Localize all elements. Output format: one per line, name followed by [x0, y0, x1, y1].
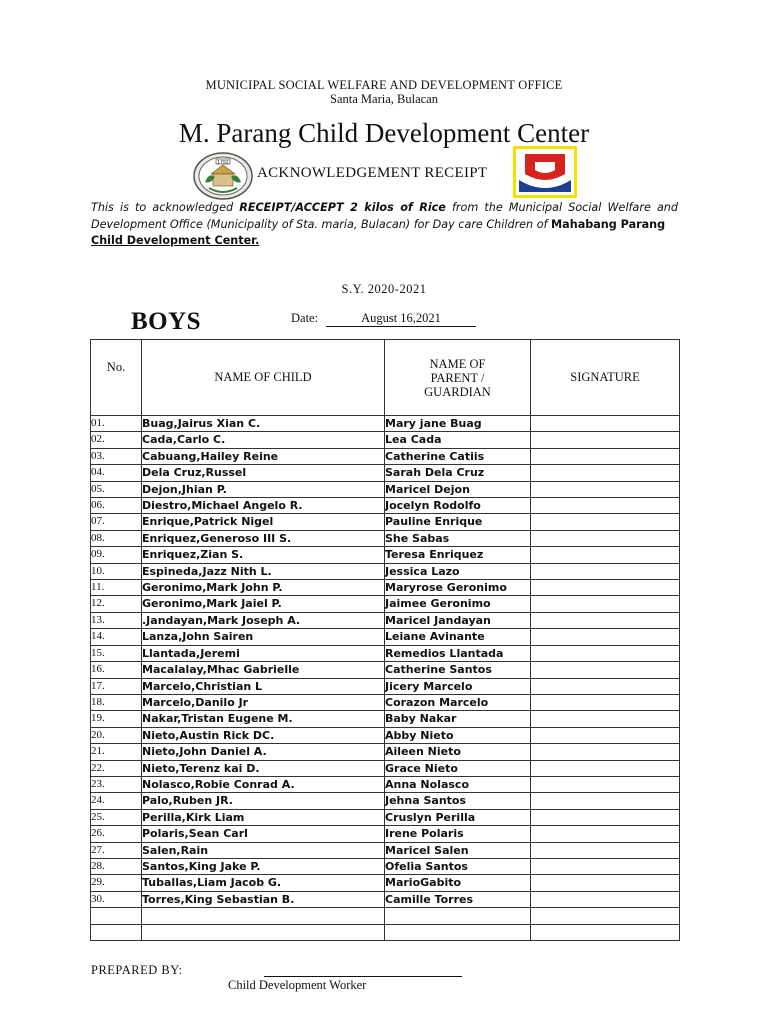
signature-cell[interactable] [531, 924, 680, 940]
signature-cell[interactable] [531, 793, 680, 809]
row-number: 03. [91, 448, 142, 464]
school-year: S.Y. 2020-2021 [341, 282, 427, 296]
signature-cell[interactable] [531, 694, 680, 710]
parent-name: Teresa Enriquez [385, 547, 531, 563]
worker-role: Child Development Worker [228, 978, 367, 992]
row-number: 12. [91, 596, 142, 612]
signature-cell[interactable] [531, 629, 680, 645]
parent-name: Pauline Enrique [385, 514, 531, 530]
table-row [91, 744, 680, 760]
parent-name: Leiane Avinante [385, 629, 531, 645]
parent-name [385, 924, 531, 940]
office-name: MUNICIPAL SOCIAL WELFARE AND DEVELOPMENT OFFICE [205, 78, 563, 92]
parent-name: Maryrose Geronimo [385, 580, 531, 596]
signature-cell[interactable] [531, 826, 680, 842]
parent-name: Jaimee Geronimo [385, 596, 531, 612]
row-number: 02. [91, 432, 142, 448]
signature-cell[interactable] [531, 760, 680, 776]
row-number: 17. [91, 678, 142, 694]
parent-name: Maricel Jandayan [385, 612, 531, 628]
parent-name: Cruslyn Perilla [385, 809, 531, 825]
child-name: Enrique,Patrick Nigel [142, 514, 385, 530]
child-name: Geronimo,Mark Jaiel P. [142, 596, 385, 612]
signature-cell[interactable] [531, 858, 680, 874]
signature-cell[interactable] [531, 711, 680, 727]
row-number: 24. [91, 793, 142, 809]
acknowledgement-paragraph: This is to acknowledged RECEIPT/ACCEPT 2 kilos of Rice from the Municipal Social Welfare and Development Office (Municipality of Sta. maria, Bulacan) for Day care Children of Mahabang Parang Child Development Center. [91, 201, 678, 247]
parent-name: MarioGabito [385, 875, 531, 891]
parent-name: Maricel Salen [385, 842, 531, 858]
column-header-signature: SIGNATURE [531, 340, 680, 416]
row-number: 22. [91, 760, 142, 776]
signature-cell[interactable] [531, 662, 680, 678]
table-row [91, 465, 680, 481]
table-row [91, 645, 680, 661]
child-name: Dejon,Jhian P. [142, 481, 385, 497]
signature-cell[interactable] [531, 448, 680, 464]
child-name: Torres,King Sebastian B. [142, 891, 385, 907]
parent-name: Aileen Nieto [385, 744, 531, 760]
row-number: 09. [91, 547, 142, 563]
signature-cell[interactable] [531, 727, 680, 743]
parent-name: Jessica Lazo [385, 563, 531, 579]
row-number: 13. [91, 612, 142, 628]
signature-cell[interactable] [531, 612, 680, 628]
child-name: Dela Cruz,Russel [142, 465, 385, 481]
row-number: 30. [91, 891, 142, 907]
table-row [91, 432, 680, 448]
signature-cell[interactable] [531, 416, 680, 432]
parent-name: Grace Nieto [385, 760, 531, 776]
parent-name: Catherine Catiis [385, 448, 531, 464]
table-row [91, 809, 680, 825]
signature-cell[interactable] [531, 580, 680, 596]
table-row [91, 711, 680, 727]
parent-name: Remedios Llantada [385, 645, 531, 661]
signature-cell[interactable] [531, 891, 680, 907]
roster-table [90, 339, 680, 941]
group-heading: BOYS [131, 308, 202, 335]
center-title: M. Parang Child Development Center [178, 118, 590, 148]
row-number: 14. [91, 629, 142, 645]
parent-name: Abby Nieto [385, 727, 531, 743]
row-number: 23. [91, 776, 142, 792]
table-row [91, 563, 680, 579]
table-row [91, 858, 680, 874]
child-name: Marcelo,Christian L [142, 678, 385, 694]
signature-cell[interactable] [531, 645, 680, 661]
child-name: Diestro,Michael Angelo R. [142, 498, 385, 514]
signature-cell[interactable] [531, 514, 680, 530]
child-name: Cabuang,Hailey Reine [142, 448, 385, 464]
child-name: Perilla,Kirk Liam [142, 809, 385, 825]
row-number: 29. [91, 875, 142, 891]
table-row [91, 612, 680, 628]
child-name: Macalalay,Mhac Gabrielle [142, 662, 385, 678]
dswd-logo [513, 146, 577, 198]
table-header-row [91, 340, 680, 416]
column-header-child: NAME OF CHILD [142, 340, 385, 416]
table-row [91, 908, 680, 924]
row-number: 10. [91, 563, 142, 579]
signature-cell[interactable] [531, 776, 680, 792]
table-row [91, 891, 680, 907]
child-name: Salen,Rain [142, 842, 385, 858]
parent-name: Lea Cada [385, 432, 531, 448]
child-name: Enriquez,Zian S. [142, 547, 385, 563]
column-header-no: No. [91, 340, 142, 416]
row-number: 01. [91, 416, 142, 432]
row-number: 11. [91, 580, 142, 596]
child-name: Polaris,Sean Carl [142, 826, 385, 842]
parent-name: Maricel Dejon [385, 481, 531, 497]
child-name: Nolasco,Robie Conrad A. [142, 776, 385, 792]
table-row [91, 924, 680, 940]
child-name: Tuballas,Liam Jacob G. [142, 875, 385, 891]
row-number: 04. [91, 465, 142, 481]
signature-cell[interactable] [531, 563, 680, 579]
table-row [91, 727, 680, 743]
parent-name: Jehna Santos [385, 793, 531, 809]
row-number: 05. [91, 481, 142, 497]
parent-name: Catherine Santos [385, 662, 531, 678]
child-name: .Jandayan,Mark Joseph A. [142, 612, 385, 628]
child-name: Palo,Ruben JR. [142, 793, 385, 809]
parent-name: Ofelia Santos [385, 858, 531, 874]
signature-cell[interactable] [531, 465, 680, 481]
table-row [91, 629, 680, 645]
parent-name: Jocelyn Rodolfo [385, 498, 531, 514]
parent-name: Baby Nakar [385, 711, 531, 727]
child-name: Espineda,Jazz Nith L. [142, 563, 385, 579]
row-number [91, 908, 142, 924]
row-number: 28. [91, 858, 142, 874]
signature-cell[interactable] [531, 530, 680, 546]
row-number: 16. [91, 662, 142, 678]
row-number: 06. [91, 498, 142, 514]
signature-cell[interactable] [531, 875, 680, 891]
table-row [91, 596, 680, 612]
row-number: 27. [91, 842, 142, 858]
child-name: Cada,Carlo C. [142, 432, 385, 448]
table-row [91, 678, 680, 694]
row-number: 07. [91, 514, 142, 530]
child-name: Santos,King Jake P. [142, 858, 385, 874]
date-label: Date: [291, 311, 319, 325]
parent-name: Camille Torres [385, 891, 531, 907]
signature-cell[interactable] [531, 498, 680, 514]
prepared-by-label: PREPARED BY: [91, 963, 183, 977]
table-row [91, 842, 680, 858]
date-value: August 16,2021 [326, 311, 476, 327]
child-name: Lanza,John Sairen [142, 629, 385, 645]
row-number: 26. [91, 826, 142, 842]
child-name: Enriquez,Generoso III S. [142, 530, 385, 546]
child-name [142, 908, 385, 924]
row-number: 08. [91, 530, 142, 546]
row-number: 21. [91, 744, 142, 760]
table-row [91, 448, 680, 464]
child-name: Nakar,Tristan Eugene M. [142, 711, 385, 727]
signature-cell[interactable] [531, 547, 680, 563]
child-name [142, 924, 385, 940]
child-name: Buag,Jairus Xian C. [142, 416, 385, 432]
signature-cell[interactable] [531, 908, 680, 924]
child-name: Marcelo,Danilo Jr [142, 694, 385, 710]
row-number: 20. [91, 727, 142, 743]
signature-cell[interactable] [531, 842, 680, 858]
parent-name: Jicery Marcelo [385, 678, 531, 694]
table-row [91, 760, 680, 776]
table-row [91, 481, 680, 497]
table-row [91, 694, 680, 710]
child-name: Nieto,Terenz kai D. [142, 760, 385, 776]
table-row [91, 416, 680, 432]
parent-name: Mary jane Buag [385, 416, 531, 432]
table-row [91, 514, 680, 530]
child-name: Llantada,Jeremi [142, 645, 385, 661]
table-row [91, 776, 680, 792]
row-number: 15. [91, 645, 142, 661]
parent-name: She Sabas [385, 530, 531, 546]
acknowledgement-title: ACKNOWLEDGEMENT RECEIPT [257, 165, 488, 181]
parent-name: Sarah Dela Cruz [385, 465, 531, 481]
parent-name: Irene Polaris [385, 826, 531, 842]
row-number: 18. [91, 694, 142, 710]
child-name: Nieto,Austin Rick DC. [142, 727, 385, 743]
office-location: Santa Maria, Bulacan [330, 92, 438, 106]
column-header-parent: NAME OF PARENT / GUARDIAN [385, 340, 531, 416]
row-number: 25. [91, 809, 142, 825]
signature-cell[interactable] [531, 809, 680, 825]
table-row [91, 530, 680, 546]
table-row [91, 580, 680, 596]
signature-cell[interactable] [531, 432, 680, 448]
child-name: Nieto,John Daniel A. [142, 744, 385, 760]
row-number [91, 924, 142, 940]
signature-cell[interactable] [531, 744, 680, 760]
table-row [91, 875, 680, 891]
parent-name: Corazon Marcelo [385, 694, 531, 710]
signature-cell[interactable] [531, 481, 680, 497]
row-number: 19. [91, 711, 142, 727]
table-row [91, 793, 680, 809]
parent-name [385, 908, 531, 924]
signature-cell[interactable] [531, 596, 680, 612]
municipal-seal-logo [193, 152, 253, 200]
table-row [91, 662, 680, 678]
table-row [91, 498, 680, 514]
svg-text:1792: 1792 [217, 160, 229, 166]
child-name: Geronimo,Mark John P. [142, 580, 385, 596]
signature-line[interactable] [264, 962, 462, 977]
table-row [91, 547, 680, 563]
table-row [91, 826, 680, 842]
parent-name: Anna Nolasco [385, 776, 531, 792]
signature-cell[interactable] [531, 678, 680, 694]
